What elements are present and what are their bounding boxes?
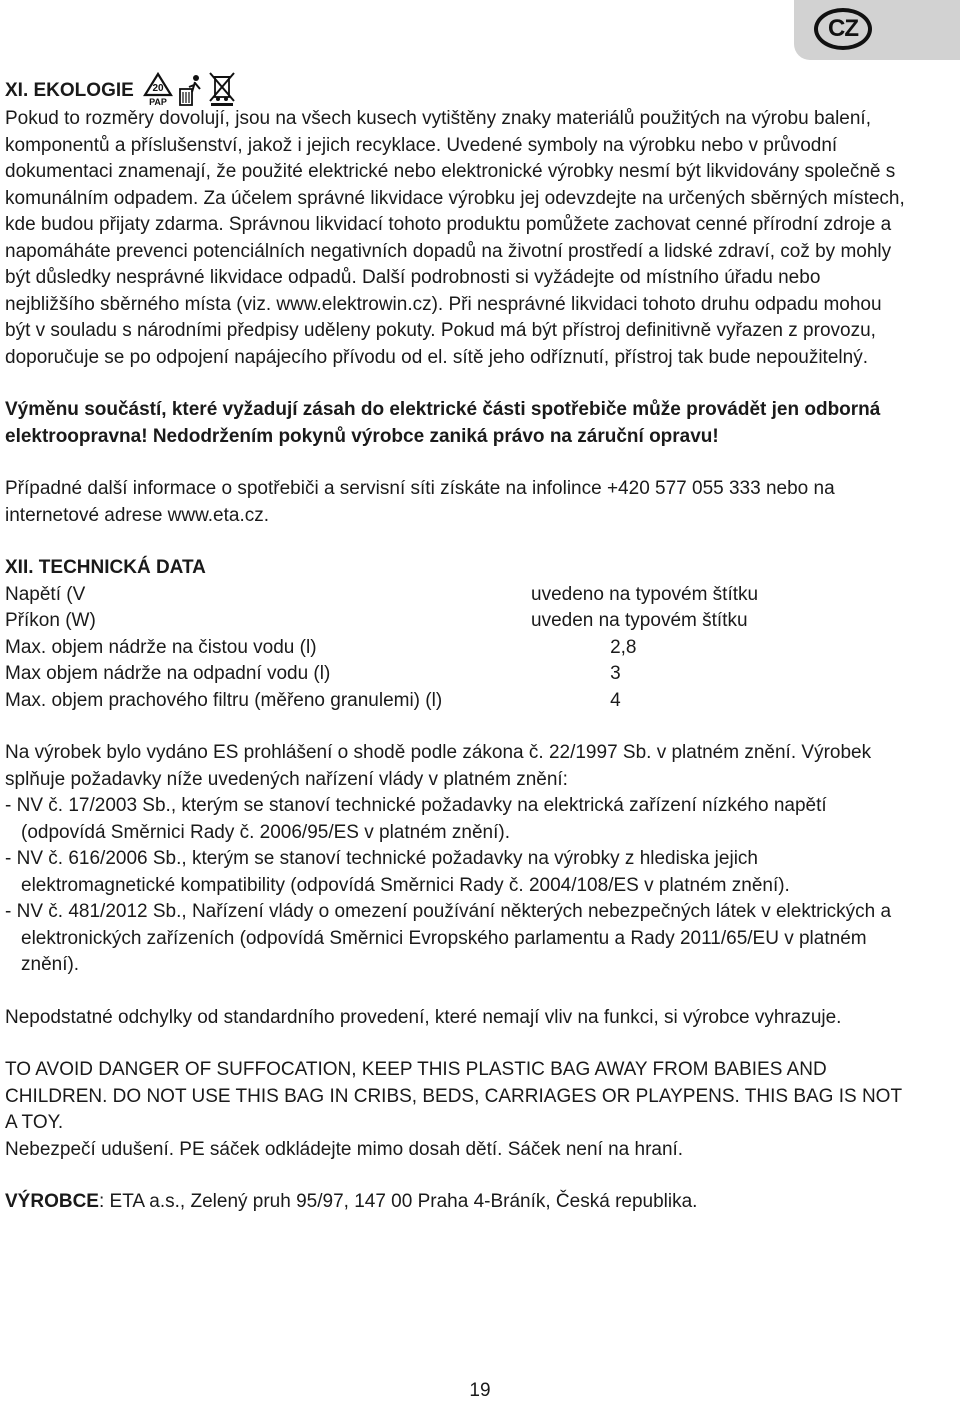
- spec-value: uvedeno na typovém štítku: [531, 583, 759, 605]
- spec-label: Napětí (V: [5, 583, 86, 605]
- deviations-note: Nepodstatné odchylky od standardního provedení, které nemají vliv na funkci, si výrobce vyhrazuje.: [5, 1006, 842, 1028]
- spec-label: Příkon (W): [5, 610, 96, 631]
- spec-row: [5, 661, 905, 688]
- svg-text:20: 20: [152, 83, 164, 94]
- spec-label: Max. objem prachového filtru (měřeno granulemi) (l): [5, 689, 443, 711]
- ecology-paragraph: Pokud to rozměry dovolují, jsou na všech kusech vytištěny znaky materiálů použitých na výrobu balení, komponentů a příslušenství, jakož i jejich recyklace. Uvedené symboly na výrobku nebo v průvodní dokumentaci znamenají, že použité elektrické nebo elektronické výrobky nesmí být likvidovány společně s komunálním odpadem. Za účelem správné likvidace výrobku jej odevzdejte na určených sběrných místech, kde budou přijaty zdarma. Správnou likvidací tohoto produktu pomůžete zachovat cenné přírodní zdroje a napomáháte prevenci potenciálních negativních dopadů na životní prostředí a lidské zdraví, což by mohly být důsledky nesprávné likvidace odpadů. Další podrobnosti si vyžádejte od místního úřadu nebo nejbližšího sběrného místa (viz. www.elektrowin.cz). Při nesprávné likvidaci tohoto druhu odpadu mohou být v souladu s národními předpisy uděleny pokuty. Pokud má být přístroj definitivně vyřazen z provozu, doporučuje se po odpojení napájecího přívodu od el. sítě jeho odříznutí, přístroj tak bude nepoužitelný.: [5, 108, 905, 368]
- spec-value: 4: [610, 689, 621, 711]
- manufacturer-text: : ETA a.s., Zelený pruh 95/97, 147 00 Praha 4-Bráník, Česká republika.: [98, 1191, 698, 1212]
- ecology-title: XI. EKOLOGIE: [5, 79, 134, 101]
- spec-value: uveden na typovém štítku: [531, 610, 748, 631]
- recycle-pap-icon: [142, 71, 174, 107]
- spec-value: 3: [610, 663, 621, 684]
- spec-row: [5, 635, 905, 662]
- page-number: 19: [469, 1380, 491, 1401]
- manufacturer-label: VÝROBCE: [5, 1191, 99, 1212]
- service-info: Případné další informace o spotřebiči a servisní síti získáte na infolince +420 577 055 333 nebo na internetové adrese www.eta.cz.: [5, 478, 835, 526]
- page-content: [5, 76, 905, 1216]
- suffocation-warning-en: TO AVOID DANGER OF SUFFOCATION, KEEP THIS PLASTIC BAG AWAY FROM BABIES AND CHILDREN. DO NOT USE THIS BAG IN CRIBS, BEDS, CARRIAGES OR PLAYPENS. THIS BAG IS NOT A TOY.: [5, 1059, 902, 1133]
- suffocation-warning-cz: Nebezpečí udušení. PE sáček odkládejte mimo dosah dětí. Sáček není na hraní.: [5, 1138, 684, 1160]
- tech-data-title: XII. TECHNICKÁ DATA: [5, 557, 206, 578]
- crossed-bin-icon: [208, 71, 236, 107]
- language-badge: CZ: [814, 8, 872, 50]
- spec-label: Max objem nádrže na odpadní vodu (l): [5, 663, 331, 684]
- spec-value: 2,8: [610, 636, 637, 658]
- svg-text:PAP: PAP: [148, 97, 167, 107]
- ecology-icons: [142, 71, 236, 107]
- spec-label: Max. objem nádrže na čistou vodu (l): [5, 636, 317, 658]
- spec-row: [5, 688, 905, 715]
- trash-disposal-icon: [178, 73, 204, 107]
- tech-data-table: [5, 582, 905, 715]
- repair-warning: Výměnu součástí, které vyžadují zásah do elektrické části spotřebiče může provádět jen odborná elektroopravna! Nedodržením pokynů výrobce zaniká právo na záruční opravu!: [5, 399, 881, 447]
- conformity-item: - NV č. 17/2003 Sb., kterým se stanoví technické požadavky na elektrická zařízení nízkého napětí (odpovídá Směrnici Rady č. 2006/95/ES v platném znění).: [5, 795, 827, 843]
- conformity-intro: Na výrobek bylo vydáno ES prohlášení o shodě podle zákona č. 22/1997 Sb. v platném znění. Výrobek splňuje požadavky níže uvedených nařízení vlády v platném znění:: [5, 742, 872, 790]
- language-tab: [794, 0, 960, 60]
- spec-row: [5, 608, 905, 635]
- manufacturer-line: [5, 1189, 905, 1216]
- conformity-item: - NV č. 481/2012 Sb., Nařízení vlády o omezení používání některých nebezpečných látek v elektrických a elektronických zařízeních (odpovídá Směrnici Evropského parlamentu a Rady 2011/65/EU v platném znění).: [5, 901, 892, 975]
- spec-row: [5, 582, 905, 609]
- conformity-item: - NV č. 616/2006 Sb., kterým se stanoví technické požadavky na výrobky z hlediska jejich elektromagnetické kompatibility (odpovídá Směrnici Rady č. 2004/108/ES v platném znění).: [5, 848, 790, 896]
- ecology-heading-row: [5, 76, 905, 106]
